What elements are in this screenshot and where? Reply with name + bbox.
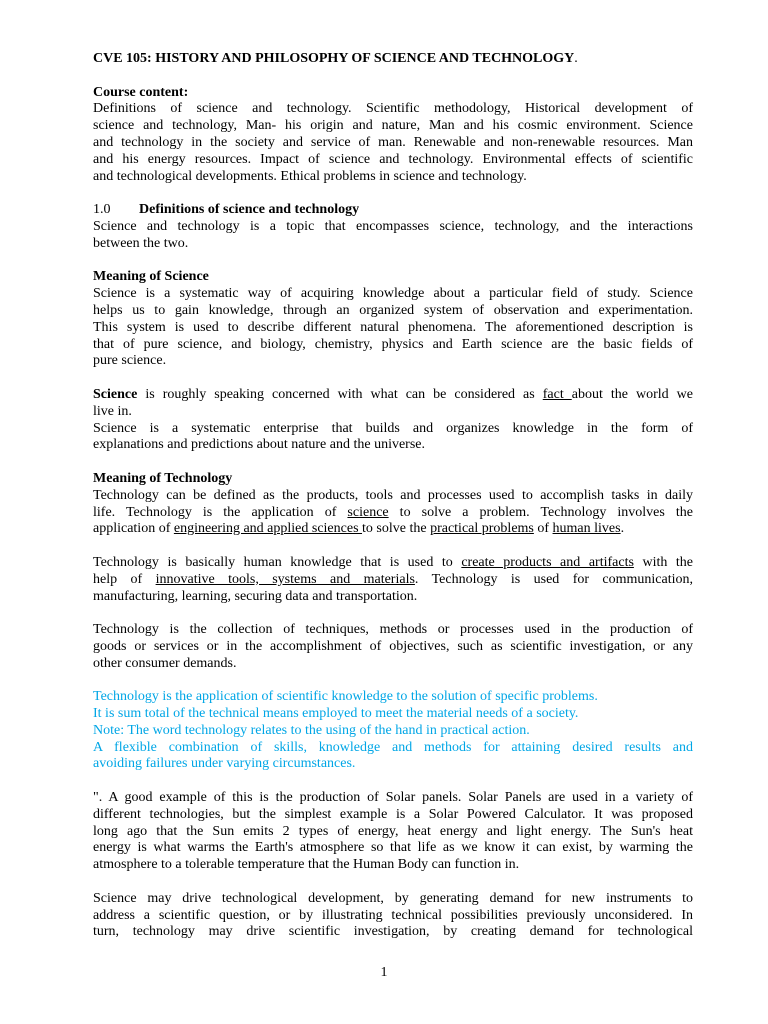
tech-knowledge-line: manufacturing, learning, securing data and transportation. [93,588,418,604]
science-fact-line [93,387,693,404]
section-intro-paragraph [93,219,693,253]
tech-knowledge-text: with the [633,554,693,570]
meaning-technology-heading [93,471,693,488]
solar-line: energy is what warms the Earth's atmosphere so that life as we know it can exist, by warming the [93,840,693,856]
meaning-science-heading [93,269,693,286]
tech-knowledge-text: . Technology is used for communication, [414,571,694,587]
meaning-science-line: helps us to gain knowledge, through an organized system of observation and experimentation. [93,302,693,318]
tech-knowledge-line [93,572,693,589]
create-products-link[interactable]: create products and artifacts [461,554,634,570]
science-enterprise-paragraph [93,421,693,455]
meaning-science-line: pure science. [93,353,167,369]
solar-line: ". A good example of this is the production of Solar panels. Solar Panels are used in a variety of [93,790,693,806]
section-intro-line: Science and technology is a topic that encompasses science, technology, and the interactions [93,218,693,234]
tech-definition-line: Technology can be defined as the products, tools and processes used to accomplish tasks in daily [93,487,693,503]
tech-collection-paragraph [93,622,693,672]
tech-knowledge-text: Technology is basically human knowledge that is used to [93,554,462,570]
solar-line: different technologies, but the simplest example is a Solar Powered Calculator. It was proposed [93,806,693,822]
engineering-applied-sciences-link[interactable]: engineering and applied sciences [173,521,363,537]
section-heading [93,202,693,219]
practical-problems-link[interactable]: practical problems [430,521,534,537]
tech-knowledge-text: help of [93,571,156,587]
solar-paragraph [93,790,693,874]
science-enterprise-line: Science is a systematic enterprise that builds and organizes knowledge in the form of [93,420,693,436]
meaning-technology-heading-text: Meaning of Technology [93,470,233,486]
course-content-label-text: Course content: [93,84,189,100]
course-content-paragraph [93,101,693,185]
section-intro-line: between the two. [93,235,189,251]
tech-definition-text: to solve a problem. Technology involves the [388,504,693,520]
science-bold-term: Science [93,386,138,402]
course-content-label [93,85,693,102]
tech-definition-text: to solve the [362,521,431,537]
tech-collection-line: other consumer demands. [93,655,237,671]
course-content-line: and his energy resources. Impact of science and technology. Environmental effects of scientific [93,151,693,167]
page-number: 1 [380,965,388,980]
title-period: . [574,51,578,66]
science-link[interactable]: science [347,504,389,520]
tech-definition-text: life. Technology is the application of [93,504,348,520]
science-fact-text-after: about the world we [571,386,693,402]
science-fact-line: live in. [93,403,132,419]
tech-definition-paragraph [93,488,693,538]
course-content-line: Definitions of science and technology. Scientific methodology, Historical development of [93,101,693,117]
science-fact-paragraph [93,387,693,421]
tech-definition-text: . [620,521,625,537]
science-drive-line: turn, technology may drive scientific investigation, by creating demand for technological [93,924,693,940]
section-title: Definitions of science and technology [139,202,360,218]
science-drive-paragraph [93,891,693,941]
tech-definition-text: application of [93,521,174,537]
tech-collection-line: Technology is the collection of techniques, methods or processes used in the production of [93,622,693,638]
science-drive-line: address a scientific question, or by illustrating technical possibilities previously unconsidered. In [93,907,693,923]
fact-link[interactable]: fact [542,386,572,402]
meaning-science-line: that of pure science, and biology, chemistry, physics and Earth science are the basic fields of [93,336,693,352]
tech-knowledge-paragraph [93,555,693,605]
science-fact-text: is roughly speaking concerned with what can be considered as [137,386,543,402]
blue-definition-line: It is sum total of the technical means employed to meet the material needs of a society. [93,706,579,722]
tech-collection-line: goods or services or in the accomplishment of objectives, such as scientific investigation, or any [93,638,693,654]
blue-definition-line: Note: The word technology relates to the using of the hand in practical action. [93,722,530,738]
tech-definition-text: of [533,521,553,537]
tech-knowledge-line [93,555,693,572]
meaning-science-heading-text: Meaning of Science [93,269,209,285]
course-content-line: and technology in the society and service of man. Renewable and non-renewable resources. Man [93,134,693,150]
meaning-science-line: This system is used to describe different natural phenomena. The aforementioned description is [93,319,693,335]
blue-definition-line: A flexible combination of skills, knowledge and methods for attaining desired results and [93,739,693,755]
science-drive-line: Science may drive technological development, by generating demand for new instruments to [93,890,693,906]
meaning-science-line: Science is a systematic way of acquiring knowledge about a particular field of study. Science [93,286,693,302]
tech-definition-line [93,521,693,538]
solar-line: atmosphere to a tolerable temperature that the Human Body can function in. [93,857,520,873]
course-content-line: science and technology, Man- his origin and nature, Man and his cosmic environment. Science [93,118,693,134]
science-enterprise-line: explanations and predictions about nature and the universe. [93,437,426,453]
blue-definition-line: Technology is the application of scientific knowledge to the solution of specific problems. [93,689,598,705]
blue-definitions-block [93,689,693,773]
tech-definition-line [93,505,693,522]
section-number: 1.0 [93,202,111,218]
title-text: CVE 105: HISTORY AND PHILOSOPHY OF SCIENCE AND TECHNOLOGY [93,51,575,66]
human-lives-link[interactable]: human lives [552,521,621,537]
innovative-tools-link[interactable]: innovative tools, systems and materials [155,571,415,587]
course-content-line: and technological developments. Ethical problems in science and technology. [93,168,527,184]
solar-line: long ago that the Sun emits 2 types of energy, heat energy and light energy. The Sun's heat [93,823,693,839]
document-title [93,51,693,68]
blue-definition-line: avoiding failures under varying circumstances. [93,756,356,772]
meaning-science-paragraph [93,286,693,370]
